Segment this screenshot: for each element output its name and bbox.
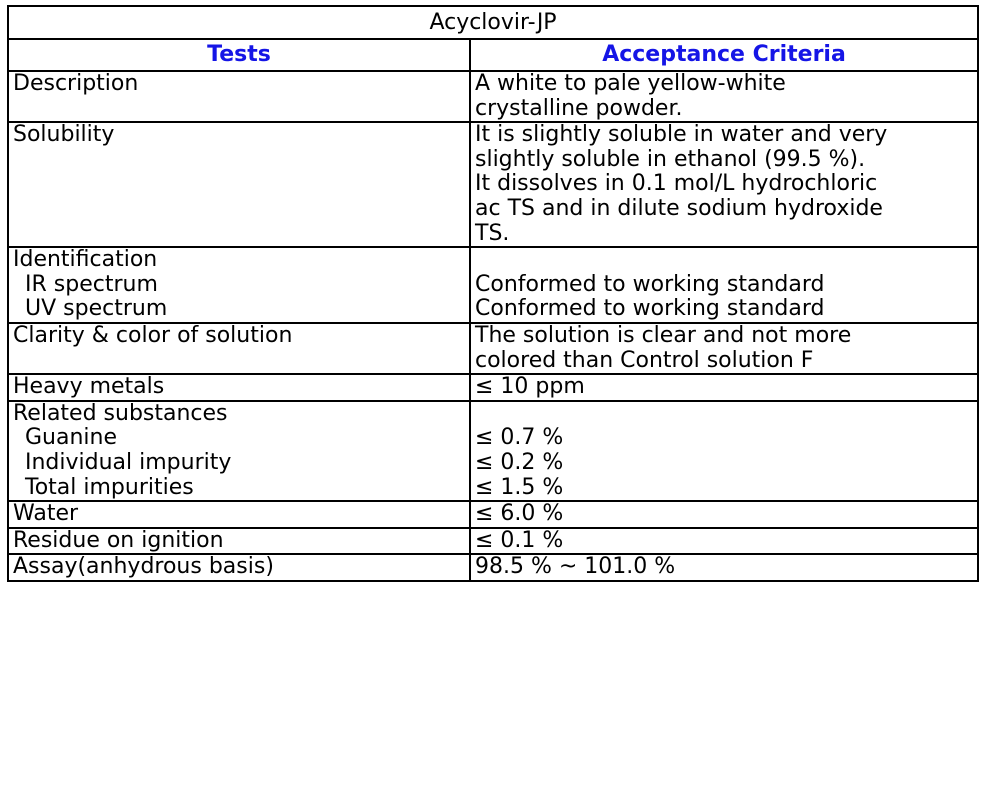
test-name: Residue on ignition [13,527,224,553]
header-tests: Tests [8,39,470,71]
row-assay [8,554,978,581]
row-solubility [8,122,978,247]
specification-table [7,5,979,582]
test-name: Heavy metals [13,374,165,400]
criteria-line: ≤ 0.1 % [475,527,564,553]
test-name: Solubility [13,122,115,148]
test-cell [8,323,470,374]
criteria-cell [470,122,978,247]
criteria-line: ≤ 1.5 % [475,474,564,500]
criteria-line: It dissolves in 0.1 mol/L hydrochloric [475,171,878,197]
title-row [8,6,978,39]
criteria-line: A white to pale yellow-white [475,71,786,96]
criteria-line: ≤ 0.2 % [475,449,564,475]
subtest-name: Individual impurity [25,449,232,475]
criteria-cell [470,374,978,401]
criteria-line: TS. [475,220,510,246]
test-name: Identification [13,247,158,273]
criteria-line [475,402,977,427]
test-cell [8,528,470,555]
test-cell [8,374,470,401]
criteria-cell [470,554,978,581]
subtest-name: Guanine [25,425,118,451]
row-heavy-metals [8,374,978,401]
criteria-cell [470,401,978,501]
criteria-line: slightly soluble in ethanol (99.5 %). [475,146,866,172]
criteria-line: ≤ 0.7 % [475,425,564,451]
header-row [8,39,978,71]
subtest-name: IR spectrum [25,271,158,297]
criteria-cell [470,323,978,374]
criteria-line: Conformed to working standard [475,296,825,322]
criteria-cell [470,528,978,555]
subtest-name: UV spectrum [25,296,168,322]
criteria-cell [470,247,978,323]
test-cell [8,554,470,581]
row-identification [8,247,978,323]
criteria-line: colored than Control solution F [475,347,814,373]
table-title: Acyclovir-JP [8,6,978,39]
row-description [8,71,978,122]
criteria-line: 98.5 % ~ 101.0 % [475,554,676,580]
test-name: Water [13,501,79,527]
test-cell [8,247,470,323]
test-name: Assay(anhydrous basis) [13,554,274,580]
criteria-line: ≤ 10 ppm [475,374,585,400]
test-cell [8,401,470,501]
criteria-line: It is slightly soluble in water and very [475,122,888,148]
test-name: Description [13,71,139,96]
criteria-line: ≤ 6.0 % [475,501,564,527]
criteria-line: ac TS and in dilute sodium hydroxide [475,195,883,221]
criteria-line: crystalline powder. [475,95,683,121]
row-residue-on-ignition [8,528,978,555]
criteria-cell [470,71,978,122]
test-name: Related substances [13,400,228,426]
test-cell [8,71,470,122]
criteria-line: Conformed to working standard [475,271,825,297]
criteria-line: The solution is clear and not more [475,322,852,348]
subtest-name: Total impurities [25,474,194,500]
criteria-line [475,248,977,273]
criteria-cell [470,501,978,528]
row-clarity [8,323,978,374]
header-acceptance-criteria: Acceptance Criteria [470,39,978,71]
test-name: Clarity & color of solution [13,322,293,348]
row-water [8,501,978,528]
row-related-substances [8,401,978,501]
test-cell [8,501,470,528]
test-cell [8,122,470,247]
